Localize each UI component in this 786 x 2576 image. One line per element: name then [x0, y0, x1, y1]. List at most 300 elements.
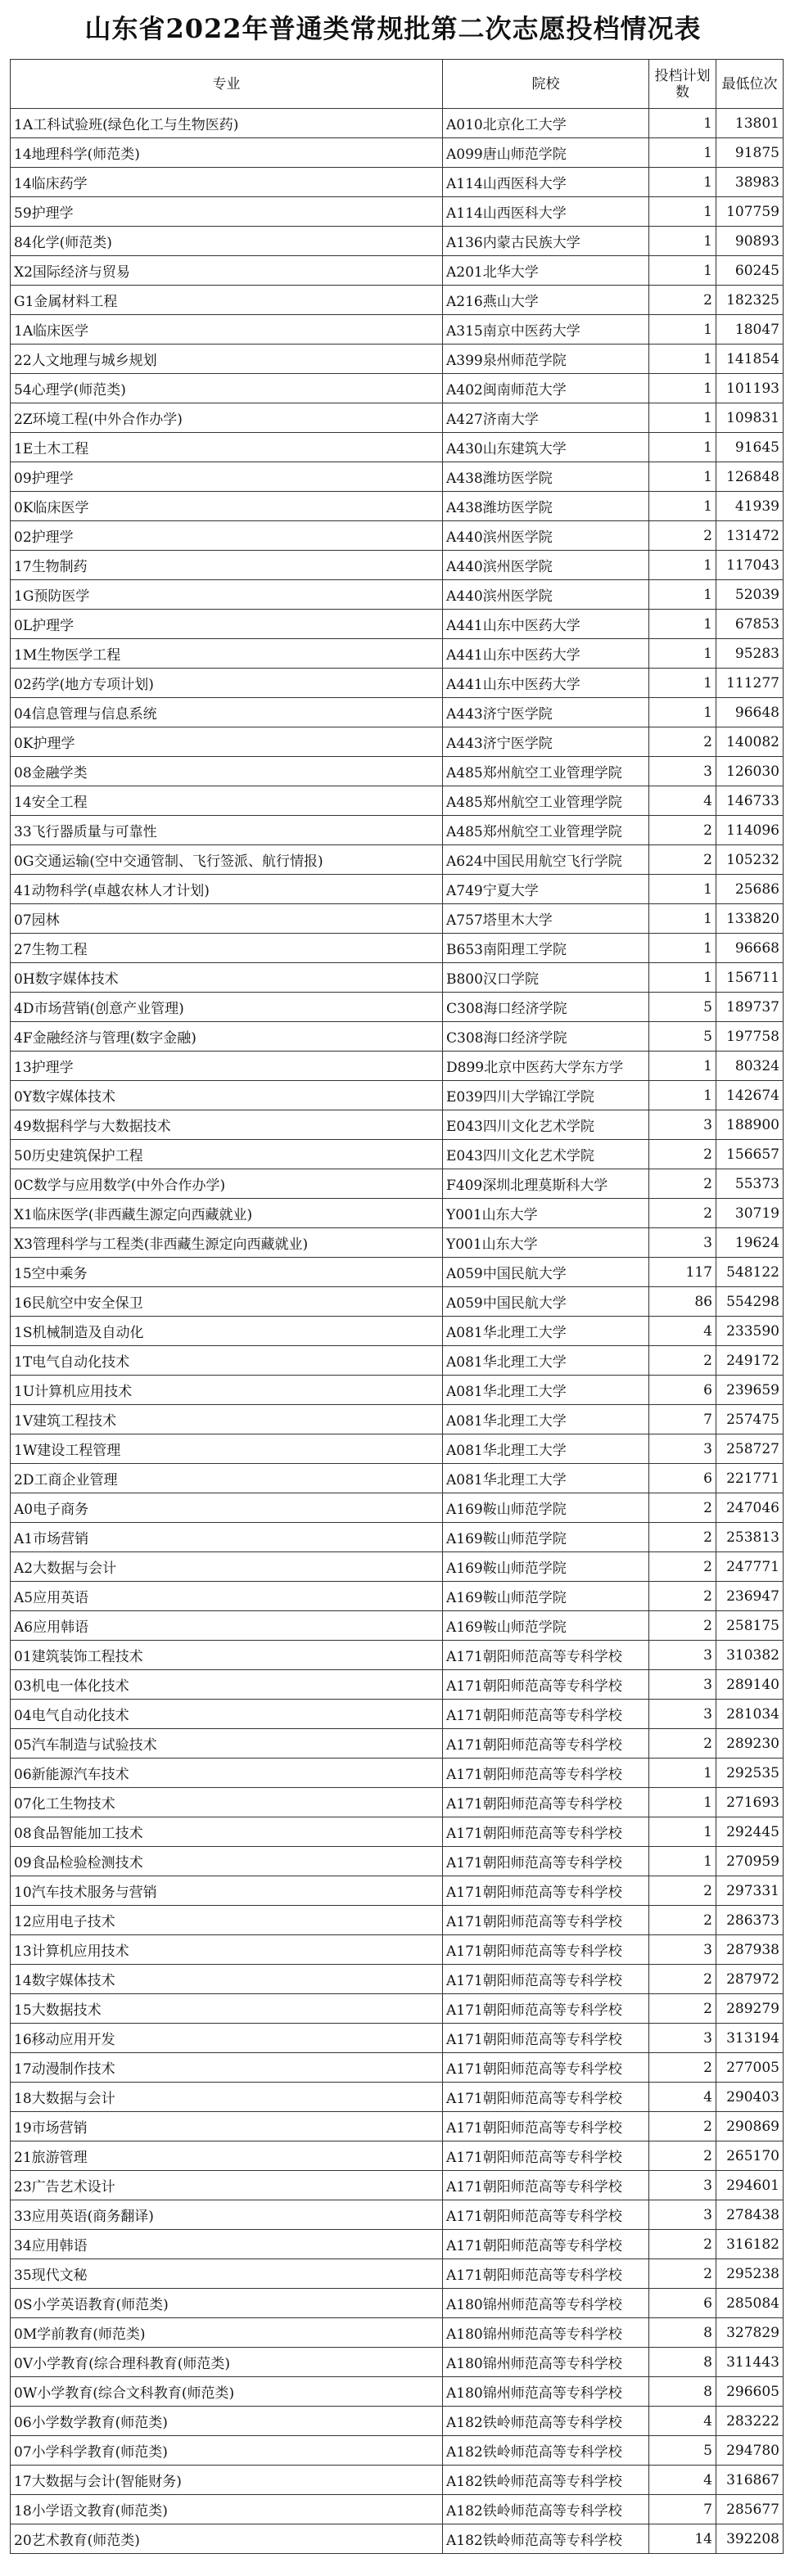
cell-plan: 1 — [649, 904, 716, 934]
cell-min-rank: 286373 — [716, 1906, 784, 1935]
cell-min-rank: 67853 — [716, 610, 784, 639]
table-row — [11, 2259, 784, 2289]
cell-plan: 3 — [649, 1670, 716, 1700]
cell-major: 16移动应用开发 — [11, 2024, 443, 2053]
cell-plan: 1 — [649, 1847, 716, 1876]
cell-school: A171朝阳师范高等专科学校 — [443, 1817, 649, 1847]
cell-school: A171朝阳师范高等专科学校 — [443, 2112, 649, 2141]
cell-major: 20艺术教育(师范类) — [11, 2524, 443, 2554]
cell-min-rank: 281034 — [716, 1700, 784, 1729]
cell-min-rank: 392208 — [716, 2524, 784, 2554]
table-row — [11, 2024, 784, 2053]
table-row — [11, 698, 784, 727]
cell-min-rank: 96648 — [716, 698, 784, 727]
cell-school: B800汉口学院 — [443, 963, 649, 993]
cell-plan: 1 — [649, 580, 716, 610]
cell-plan: 2 — [649, 727, 716, 757]
cell-major: 1A临床医学 — [11, 315, 443, 345]
table-row — [11, 1523, 784, 1552]
cell-major: 16民航空中安全保卫 — [11, 1287, 443, 1317]
cell-min-rank: 289140 — [716, 1670, 784, 1700]
cell-min-rank: 30719 — [716, 1199, 784, 1228]
table-row — [11, 993, 784, 1022]
cell-min-rank: 101193 — [716, 374, 784, 403]
table-row — [11, 1935, 784, 1965]
table-row — [11, 551, 784, 580]
cell-school: A171朝阳师范高等专科学校 — [443, 1876, 649, 1906]
cell-plan: 1 — [649, 109, 716, 138]
table-row — [11, 1788, 784, 1817]
cell-plan: 7 — [649, 1405, 716, 1434]
cell-major: 14安全工程 — [11, 786, 443, 816]
cell-school: A171朝阳师范高等专科学校 — [443, 1965, 649, 1994]
cell-school: A171朝阳师范高等专科学校 — [443, 1700, 649, 1729]
cell-major: 01建筑装饰工程技术 — [11, 1641, 443, 1670]
cell-major: 1M生物医学工程 — [11, 639, 443, 669]
cell-plan: 117 — [649, 1258, 716, 1287]
cell-school: A171朝阳师范高等专科学校 — [443, 2259, 649, 2289]
table-row — [11, 1582, 784, 1611]
cell-school: A171朝阳师范高等专科学校 — [443, 1847, 649, 1876]
cell-major: 1A工科试验班(绿色化工与生物医药) — [11, 109, 443, 138]
cell-plan: 1 — [649, 227, 716, 256]
cell-school: A430山东建筑大学 — [443, 433, 649, 462]
cell-min-rank: 91875 — [716, 138, 784, 168]
table-row — [11, 610, 784, 639]
cell-school: A757塔里木大学 — [443, 904, 649, 934]
cell-min-rank: 18047 — [716, 315, 784, 345]
cell-major: 08金融学类 — [11, 757, 443, 786]
table-row — [11, 1906, 784, 1935]
cell-min-rank: 292535 — [716, 1759, 784, 1788]
cell-school: A059中国民航大学 — [443, 1258, 649, 1287]
table-row — [11, 2348, 784, 2377]
table-row — [11, 1611, 784, 1641]
cell-school: A171朝阳师范高等专科学校 — [443, 1670, 649, 1700]
table-row — [11, 1994, 784, 2024]
cell-min-rank: 278438 — [716, 2200, 784, 2230]
table-row — [11, 1670, 784, 1700]
cell-school: E043四川文化艺术学院 — [443, 1110, 649, 1140]
cell-min-rank: 290403 — [716, 2083, 784, 2112]
table-row — [11, 1729, 784, 1759]
header-school: 院校 — [443, 60, 649, 109]
cell-plan: 8 — [649, 2377, 716, 2407]
cell-min-rank: 60245 — [716, 256, 784, 286]
cell-school: A402闽南师范大学 — [443, 374, 649, 403]
cell-min-rank: 13801 — [716, 109, 784, 138]
table-row — [11, 2200, 784, 2230]
cell-plan: 3 — [649, 1935, 716, 1965]
cell-plan: 4 — [649, 1317, 716, 1346]
cell-school: A171朝阳师范高等专科学校 — [443, 1994, 649, 2024]
cell-min-rank: 548122 — [716, 1258, 784, 1287]
cell-major: 0G交通运输(空中交通管制、飞行签派、航行情报) — [11, 845, 443, 875]
cell-school: A081华北理工大学 — [443, 1405, 649, 1434]
cell-min-rank: 111277 — [716, 669, 784, 698]
cell-major: 35现代文秘 — [11, 2259, 443, 2289]
cell-school: C308海口经济学院 — [443, 1022, 649, 1052]
cell-major: 0Y数字媒体技术 — [11, 1081, 443, 1110]
cell-school: A485郑州航空工业管理学院 — [443, 786, 649, 816]
cell-plan: 1 — [649, 610, 716, 639]
cell-min-rank: 156657 — [716, 1140, 784, 1169]
cell-school: A438潍坊医学院 — [443, 492, 649, 521]
cell-min-rank: 25686 — [716, 875, 784, 904]
cell-plan: 2 — [649, 2053, 716, 2083]
cell-plan: 1 — [649, 315, 716, 345]
cell-major: 0K临床医学 — [11, 492, 443, 521]
cell-min-rank: 233590 — [716, 1317, 784, 1346]
cell-plan: 4 — [649, 786, 716, 816]
cell-min-rank: 283222 — [716, 2407, 784, 2436]
cell-school: E039四川大学锦江学院 — [443, 1081, 649, 1110]
table-row — [11, 2495, 784, 2524]
cell-min-rank: 310382 — [716, 1641, 784, 1670]
cell-school: A441山东中医药大学 — [443, 669, 649, 698]
cell-min-rank: 253813 — [716, 1523, 784, 1552]
cell-major: 2D工商企业管理 — [11, 1464, 443, 1493]
cell-min-rank: 197758 — [716, 1022, 784, 1052]
table-row — [11, 1317, 784, 1346]
cell-plan: 1 — [649, 138, 716, 168]
cell-major: 1U计算机应用技术 — [11, 1376, 443, 1405]
cell-min-rank: 289279 — [716, 1994, 784, 2024]
cell-school: A171朝阳师范高等专科学校 — [443, 1906, 649, 1935]
cell-major: 50历史建筑保护工程 — [11, 1140, 443, 1169]
table-row — [11, 138, 784, 168]
cell-major: 19市场营销 — [11, 2112, 443, 2141]
cell-major: 33飞行器质量与可靠性 — [11, 816, 443, 845]
cell-plan: 3 — [649, 1434, 716, 1464]
cell-plan: 2 — [649, 2141, 716, 2171]
table-row — [11, 315, 784, 345]
cell-min-rank: 290869 — [716, 2112, 784, 2141]
table-row — [11, 286, 784, 315]
table-row — [11, 2377, 784, 2407]
cell-plan: 2 — [649, 816, 716, 845]
cell-major: X3管理科学与工程类(非西藏生源定向西藏就业) — [11, 1228, 443, 1258]
table-row — [11, 1287, 784, 1317]
cell-school: A081华北理工大学 — [443, 1317, 649, 1346]
cell-min-rank: 109831 — [716, 403, 784, 433]
table-row — [11, 1110, 784, 1140]
cell-school: D899北京中医药大学东方学 — [443, 1052, 649, 1081]
table-row — [11, 1552, 784, 1582]
table-row — [11, 2171, 784, 2200]
cell-school: A171朝阳师范高等专科学校 — [443, 2141, 649, 2171]
cell-plan: 1 — [649, 934, 716, 963]
cell-min-rank: 141854 — [716, 345, 784, 374]
table-body — [11, 109, 784, 2554]
cell-major: 1G预防医学 — [11, 580, 443, 610]
table-row — [11, 1464, 784, 1493]
cell-min-rank: 117043 — [716, 551, 784, 580]
cell-school: C308海口经济学院 — [443, 993, 649, 1022]
table-row — [11, 2436, 784, 2466]
cell-school: A171朝阳师范高等专科学校 — [443, 2171, 649, 2200]
table-row — [11, 757, 784, 786]
header-plan: 投档计划数 — [649, 60, 716, 109]
cell-major: 0S小学英语教育(师范类) — [11, 2289, 443, 2318]
cell-school: A485郑州航空工业管理学院 — [443, 757, 649, 786]
cell-plan: 1 — [649, 492, 716, 521]
cell-min-rank: 258727 — [716, 1434, 784, 1464]
cell-school: A624中国民用航空飞行学院 — [443, 845, 649, 875]
cell-min-rank: 156711 — [716, 963, 784, 993]
cell-min-rank: 292445 — [716, 1817, 784, 1847]
table-row — [11, 492, 784, 521]
header-major: 专业 — [11, 60, 443, 109]
cell-major: 10汽车技术服务与营销 — [11, 1876, 443, 1906]
cell-major: 21旅游管理 — [11, 2141, 443, 2171]
cell-school: A180锦州师范高等专科学校 — [443, 2289, 649, 2318]
cell-school: A427济南大学 — [443, 403, 649, 433]
table-row — [11, 1759, 784, 1788]
cell-min-rank: 294601 — [716, 2171, 784, 2200]
table-row — [11, 1641, 784, 1670]
cell-school: Y001山东大学 — [443, 1199, 649, 1228]
table-row — [11, 845, 784, 875]
cell-plan: 2 — [649, 1729, 716, 1759]
cell-plan: 2 — [649, 2259, 716, 2289]
cell-school: A443济宁医学院 — [443, 727, 649, 757]
cell-major: X1临床医学(非西藏生源定向西藏就业) — [11, 1199, 443, 1228]
cell-major: 04信息管理与信息系统 — [11, 698, 443, 727]
cell-plan: 3 — [649, 1700, 716, 1729]
table-row — [11, 2230, 784, 2259]
cell-major: 33应用英语(商务翻译) — [11, 2200, 443, 2230]
table-header-row — [11, 60, 784, 109]
page-title: 山东省2022年普通类常规批第二次志愿投档情况表 — [84, 13, 702, 44]
cell-min-rank: 19624 — [716, 1228, 784, 1258]
cell-plan: 7 — [649, 2495, 716, 2524]
cell-school: A081华北理工大学 — [443, 1376, 649, 1405]
cell-min-rank: 257475 — [716, 1405, 784, 1434]
cell-min-rank: 142674 — [716, 1081, 784, 1110]
table-row — [11, 2112, 784, 2141]
cell-school: A169鞍山师范学院 — [443, 1582, 649, 1611]
cell-plan: 1 — [649, 639, 716, 669]
cell-school: A171朝阳师范高等专科学校 — [443, 1641, 649, 1670]
cell-min-rank: 107759 — [716, 197, 784, 227]
cell-plan: 1 — [649, 345, 716, 374]
cell-major: 1W建设工程管理 — [11, 1434, 443, 1464]
cell-major: 13护理学 — [11, 1052, 443, 1081]
table-row — [11, 1258, 784, 1287]
cell-major: 15空中乘务 — [11, 1258, 443, 1287]
cell-major: 18小学语文教育(师范类) — [11, 2495, 443, 2524]
cell-min-rank: 52039 — [716, 580, 784, 610]
cell-school: A399泉州师范学院 — [443, 345, 649, 374]
cell-major: 34应用韩语 — [11, 2230, 443, 2259]
cell-plan: 1 — [649, 433, 716, 462]
cell-school: A171朝阳师范高等专科学校 — [443, 2200, 649, 2230]
table-row — [11, 727, 784, 757]
cell-min-rank: 316867 — [716, 2466, 784, 2495]
cell-major: 27生物工程 — [11, 934, 443, 963]
cell-plan: 1 — [649, 374, 716, 403]
cell-major: 07化工生物技术 — [11, 1788, 443, 1817]
cell-plan: 2 — [649, 1199, 716, 1228]
cell-major: 22人文地理与城乡规划 — [11, 345, 443, 374]
cell-plan: 4 — [649, 2407, 716, 2436]
cell-major: A2大数据与会计 — [11, 1552, 443, 1582]
cell-school: A099唐山师范学院 — [443, 138, 649, 168]
table-row — [11, 904, 784, 934]
table-row — [11, 1405, 784, 1434]
cell-major: 15大数据技术 — [11, 1994, 443, 2024]
cell-min-rank: 146733 — [716, 786, 784, 816]
cell-major: 17动漫制作技术 — [11, 2053, 443, 2083]
cell-major: 09食品检验检测技术 — [11, 1847, 443, 1876]
cell-plan: 3 — [649, 2024, 716, 2053]
cell-min-rank: 270959 — [716, 1847, 784, 1876]
table-row — [11, 403, 784, 433]
cell-school: A440滨州医学院 — [443, 521, 649, 551]
cell-school: A182铁岭师范高等专科学校 — [443, 2436, 649, 2466]
cell-school: A180锦州师范高等专科学校 — [443, 2318, 649, 2348]
table-row — [11, 580, 784, 610]
table-row — [11, 1847, 784, 1876]
cell-min-rank: 131472 — [716, 521, 784, 551]
cell-min-rank: 236947 — [716, 1582, 784, 1611]
cell-major: 41动物科学(卓越农林人才计划) — [11, 875, 443, 904]
cell-major: 59护理学 — [11, 197, 443, 227]
cell-min-rank: 247046 — [716, 1493, 784, 1523]
cell-school: A169鞍山师范学院 — [443, 1523, 649, 1552]
cell-major: 12应用电子技术 — [11, 1906, 443, 1935]
cell-min-rank: 271693 — [716, 1788, 784, 1817]
cell-min-rank: 133820 — [716, 904, 784, 934]
cell-school: A171朝阳师范高等专科学校 — [443, 2083, 649, 2112]
cell-school: A059中国民航大学 — [443, 1287, 649, 1317]
cell-school: A438潍坊医学院 — [443, 462, 649, 492]
cell-school: A182铁岭师范高等专科学校 — [443, 2407, 649, 2436]
cell-plan: 1 — [649, 1817, 716, 1847]
cell-plan: 6 — [649, 1376, 716, 1405]
table-row — [11, 1376, 784, 1405]
cell-major: A0电子商务 — [11, 1493, 443, 1523]
cell-plan: 3 — [649, 2200, 716, 2230]
cell-plan: 5 — [649, 1022, 716, 1052]
cell-min-rank: 295238 — [716, 2259, 784, 2289]
table-row — [11, 1493, 784, 1523]
cell-plan: 2 — [649, 1582, 716, 1611]
cell-plan: 2 — [649, 1552, 716, 1582]
cell-min-rank: 126030 — [716, 757, 784, 786]
cell-school: A171朝阳师范高等专科学校 — [443, 2053, 649, 2083]
cell-major: 14临床药学 — [11, 168, 443, 197]
cell-min-rank: 297331 — [716, 1876, 784, 1906]
cell-major: 13计算机应用技术 — [11, 1935, 443, 1965]
cell-major: 0K护理学 — [11, 727, 443, 757]
cell-major: 02药学(地方专项计划) — [11, 669, 443, 698]
cell-plan: 14 — [649, 2524, 716, 2554]
cell-plan: 2 — [649, 1346, 716, 1376]
cell-plan: 2 — [649, 286, 716, 315]
cell-major: X2国际经济与贸易 — [11, 256, 443, 286]
cell-school: A081华北理工大学 — [443, 1434, 649, 1464]
cell-plan: 5 — [649, 2436, 716, 2466]
cell-plan: 1 — [649, 1788, 716, 1817]
table-row — [11, 1052, 784, 1081]
cell-major: 09护理学 — [11, 462, 443, 492]
cell-plan: 2 — [649, 521, 716, 551]
cell-plan: 4 — [649, 2466, 716, 2495]
cell-major: 18大数据与会计 — [11, 2083, 443, 2112]
cell-plan: 4 — [649, 2083, 716, 2112]
table-row — [11, 1700, 784, 1729]
table-row — [11, 1022, 784, 1052]
cell-major: 0W小学教育(综合文科教育(师范类) — [11, 2377, 443, 2407]
table-row — [11, 934, 784, 963]
cell-plan: 2 — [649, 1965, 716, 1994]
cell-min-rank: 285084 — [716, 2289, 784, 2318]
cell-school: A182铁岭师范高等专科学校 — [443, 2524, 649, 2554]
cell-min-rank: 95283 — [716, 639, 784, 669]
cell-major: 54心理学(师范类) — [11, 374, 443, 403]
cell-plan: 2 — [649, 2230, 716, 2259]
cell-school: A485郑州航空工业管理学院 — [443, 816, 649, 845]
table-row — [11, 2524, 784, 2554]
cell-school: A114山西医科大学 — [443, 168, 649, 197]
table-row — [11, 227, 784, 256]
cell-major: 0L护理学 — [11, 610, 443, 639]
cell-plan: 1 — [649, 197, 716, 227]
cell-min-rank: 287938 — [716, 1935, 784, 1965]
cell-major: 17大数据与会计(智能财务) — [11, 2466, 443, 2495]
cell-school: A443济宁医学院 — [443, 698, 649, 727]
cell-school: Y001山东大学 — [443, 1228, 649, 1258]
cell-plan: 1 — [649, 551, 716, 580]
cell-major: 49数据科学与大数据技术 — [11, 1110, 443, 1140]
cell-min-rank: 38983 — [716, 168, 784, 197]
cell-plan: 2 — [649, 1169, 716, 1199]
table-row — [11, 1434, 784, 1464]
table-row — [11, 1169, 784, 1199]
table-row — [11, 374, 784, 403]
table-row — [11, 2053, 784, 2083]
cell-school: A171朝阳师范高等专科学校 — [443, 2024, 649, 2053]
cell-plan: 3 — [649, 1110, 716, 1140]
cell-school: A440滨州医学院 — [443, 580, 649, 610]
cell-major: A5应用英语 — [11, 1582, 443, 1611]
table-row — [11, 1817, 784, 1847]
cell-min-rank: 182325 — [716, 286, 784, 315]
cell-plan: 2 — [649, 1906, 716, 1935]
cell-min-rank: 239659 — [716, 1376, 784, 1405]
table-row — [11, 433, 784, 462]
cell-school: A171朝阳师范高等专科学校 — [443, 2230, 649, 2259]
cell-school: B653南阳理工学院 — [443, 934, 649, 963]
cell-school: A081华北理工大学 — [443, 1346, 649, 1376]
cell-major: 1S机械制造及自动化 — [11, 1317, 443, 1346]
cell-school: A749宁夏大学 — [443, 875, 649, 904]
table-row — [11, 521, 784, 551]
cell-min-rank: 287972 — [716, 1965, 784, 1994]
cell-plan: 3 — [649, 1641, 716, 1670]
table-row — [11, 639, 784, 669]
cell-school: A180锦州师范高等专科学校 — [443, 2377, 649, 2407]
cell-major: 0C数学与应用数学(中外合作办学) — [11, 1169, 443, 1199]
cell-plan: 3 — [649, 757, 716, 786]
cell-min-rank: 311443 — [716, 2348, 784, 2377]
cell-min-rank: 105232 — [716, 845, 784, 875]
cell-min-rank: 265170 — [716, 2141, 784, 2171]
cell-major: 04电气自动化技术 — [11, 1700, 443, 1729]
cell-school: A216燕山大学 — [443, 286, 649, 315]
